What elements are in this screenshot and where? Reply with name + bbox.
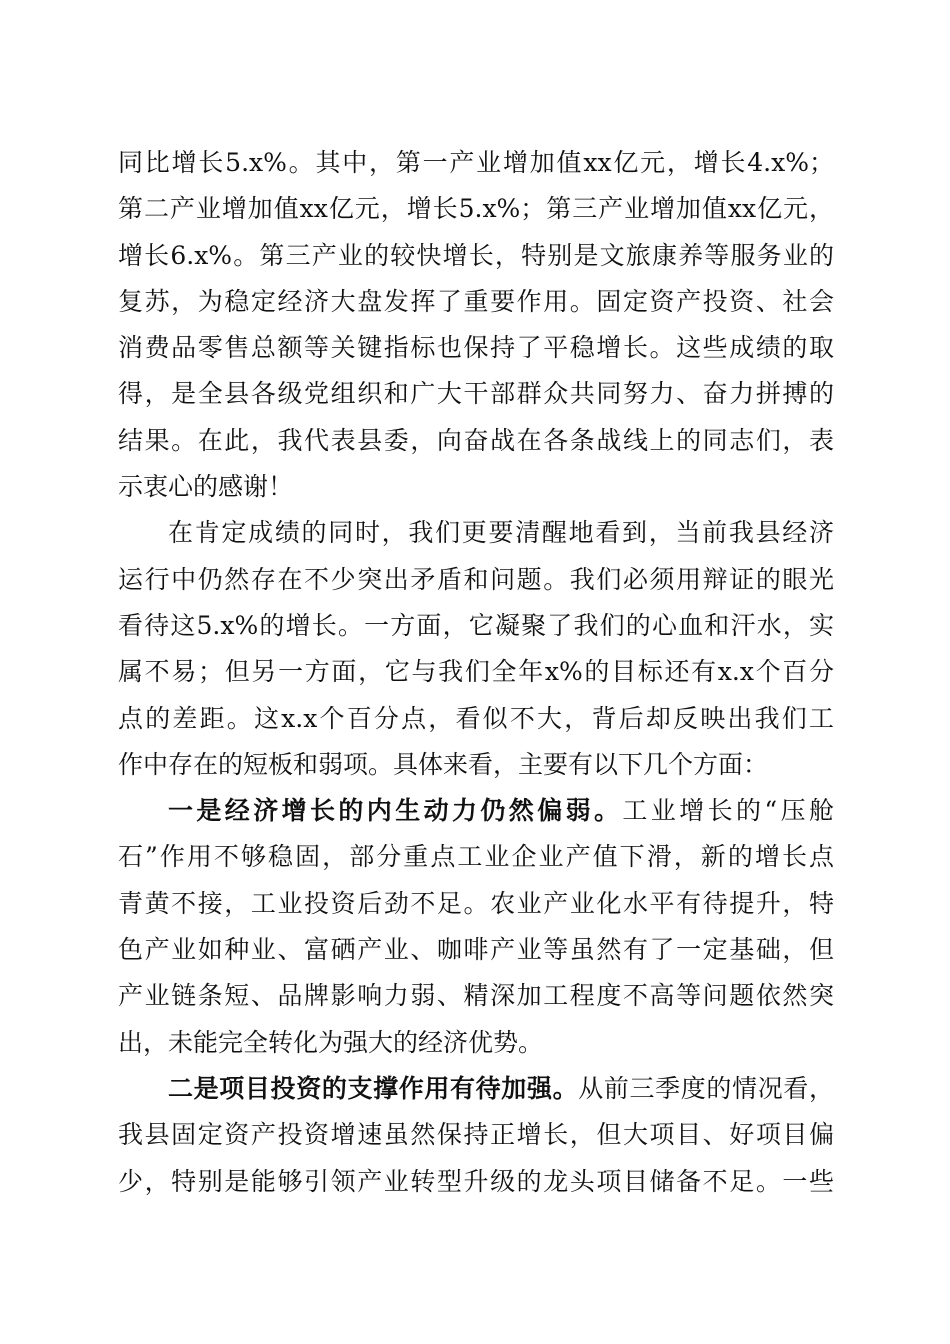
text-line: 出，未能完全转化为强大的经济优势。 <box>118 1027 544 1057</box>
text-line: 第二产业增加值xx亿元，增长5.x%；第三产业增加值xx亿元， <box>118 194 834 224</box>
text-line: 看待这5.x%的增长。一方面，它凝聚了我们的心血和汗水，实 <box>118 610 834 640</box>
text-line: 示衷心的感谢！ <box>118 472 294 502</box>
text-line: 少，特别是能够引领产业转型升级的龙头项目储备不足。一些 <box>118 1166 834 1196</box>
text-line: 作中存在的短板和弱项。具体来看，主要有以下几个方面： <box>118 749 769 779</box>
text-line: 色产业如种业、富硒产业、咖啡产业等虽然有了一定基础，但 <box>118 935 834 965</box>
text-line: 石”作用不够稳固，部分重点工业企业产值下滑，新的增长点 <box>118 842 834 872</box>
text-line <box>118 788 834 834</box>
text-line: 同比增长5.x%。其中，第一产业增加值xx亿元，增长4.x%； <box>118 148 834 177</box>
text-line: 我县固定资产投资增速虽然保持正增长，但大项目、好项目偏 <box>118 1120 834 1150</box>
body-text <box>118 140 834 1205</box>
text-line <box>118 1066 834 1112</box>
text-run: 工业增长的“压舱 <box>622 796 834 826</box>
text-line: 在肯定成绩的同时，我们更要清醒地看到，当前我县经济 <box>168 518 834 548</box>
text-line: 属不易；但另一方面，它与我们全年x%的目标还有x.x个百分 <box>118 657 834 687</box>
text-line: 复苏，为稳定经济大盘发挥了重要作用。固定资产投资、社会 <box>118 286 834 316</box>
paragraph-heading: 二是项目投资的支撑作用有待加强。 <box>168 1073 579 1103</box>
text-line: 产业链条短、品牌影响力弱、精深加工程度不高等问题依然突 <box>118 981 834 1011</box>
text-line: 运行中仍然存在不少突出矛盾和问题。我们必须用辩证的眼光 <box>118 564 834 594</box>
text-line: 点的差距。这x.x个百分点，看似不大，背后却反映出我们工 <box>118 703 834 733</box>
paragraph-heading: 一是经济增长的内生动力仍然偏弱。 <box>168 796 623 826</box>
text-line: 结果。在此，我代表县委，向奋战在各条战线上的同志们，表 <box>118 425 834 455</box>
text-line: 增长6.x%。第三产业的较快增长，特别是文旅康养等服务业的 <box>118 240 834 270</box>
text-line: 消费品零售总额等关键指标也保持了平稳增长。这些成绩的取 <box>118 333 834 363</box>
text-line: 得，是全县各级党组织和广大干部群众共同努力、奋力拼搏的 <box>118 379 834 409</box>
text-run: 从前三季度的情况看， <box>578 1073 834 1103</box>
text-line: 青黄不接，工业投资后劲不足。农业产业化水平有待提升，特 <box>118 888 834 918</box>
